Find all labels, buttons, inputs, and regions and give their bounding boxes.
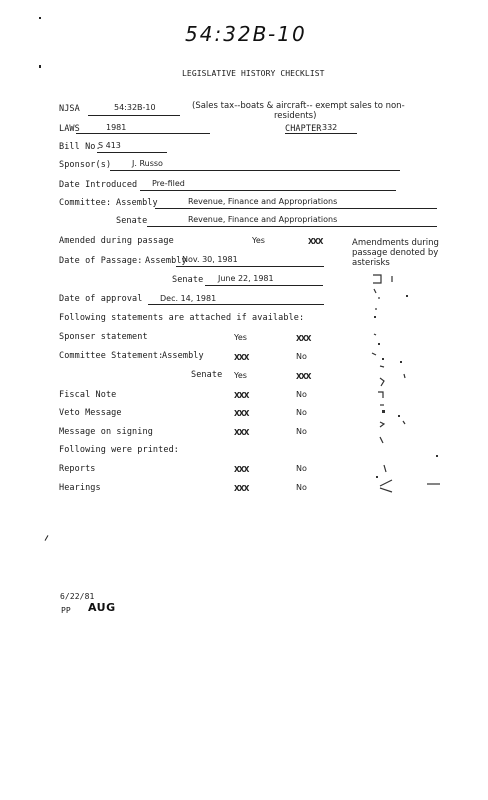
committee-statement-assembly-yes: XXX: [234, 353, 249, 362]
hearings-yes: XXX: [234, 484, 249, 493]
reports-no: No: [296, 464, 307, 473]
veto-message-yes: XXX: [234, 409, 249, 418]
committee-statement-label: Committee Statement:: [59, 351, 164, 361]
date-introduced-label: Date Introduced: [59, 180, 138, 190]
committee-label: Committee:: [59, 198, 112, 208]
amended-label: Amended during passage: [59, 236, 174, 246]
date-approval-value: Dec. 14, 1981: [160, 294, 217, 303]
njsa-description-cont: residents): [274, 111, 317, 121]
amendments-note-line2: passage denoted by: [352, 248, 439, 258]
chapter-label: CHAPTER: [285, 124, 322, 134]
njsa-value: 54:32B-10: [114, 103, 156, 112]
reports-label: Reports: [59, 464, 96, 474]
veto-message-no: No: [296, 408, 307, 417]
njsa-label: NJSA: [59, 104, 80, 114]
date-passage-assembly-value: Nov. 30, 1981: [182, 255, 238, 264]
committee-senate-value: Revenue, Finance and Appropriations: [188, 215, 338, 224]
following-printed-heading: Following were printed:: [59, 445, 180, 455]
following-attached-heading: Following statements are attached if available:: [59, 313, 305, 323]
page-title: LEGISLATIVE HISTORY CHECKLIST: [182, 69, 325, 78]
committee-statement-senate-no: XXX: [296, 372, 311, 381]
sponsor-value: J. Russo: [132, 159, 163, 168]
committee-assembly-label: Assembly: [116, 198, 158, 208]
reports-yes: XXX: [234, 465, 249, 474]
amended-yes: Yes: [252, 236, 265, 245]
date-passage-senate-label: Senate: [172, 275, 204, 285]
message-signing-label: Message on signing: [59, 427, 153, 437]
footer-date: 6/22/81: [60, 592, 95, 601]
hearings-label: Hearings: [59, 483, 101, 493]
committee-senate-label: Senate: [116, 216, 148, 226]
amendments-note: Amendments during: [352, 238, 439, 248]
laws-value: 1981: [106, 123, 127, 132]
date-passage-senate-value: June 22, 1981: [218, 274, 274, 283]
sponsor-statement-no: XXX: [296, 334, 311, 343]
committee-statement-assembly-no: No: [296, 352, 307, 361]
date-introduced-value: Pre-filed: [152, 179, 185, 188]
date-passage-label: Date of Passage:: [59, 256, 143, 266]
amendments-note-line3: asterisks: [352, 258, 390, 268]
fiscal-note-no: No: [296, 390, 307, 399]
fiscal-note-yes: XXX: [234, 391, 249, 400]
njsa-description: (Sales tax--boats & aircraft-- exempt sales to non-: [192, 101, 405, 111]
veto-message-label: Veto Message: [59, 408, 122, 418]
message-signing-yes: XXX: [234, 428, 249, 437]
hearings-no: No: [296, 483, 307, 492]
sponsor-statement-label: Sponser statement: [59, 332, 148, 342]
committee-statement-senate-yes: Yes: [234, 371, 247, 380]
committee-assembly-value: Revenue, Finance and Appropriations: [188, 197, 338, 206]
footer-initials: PP: [61, 606, 71, 615]
laws-label: LAWS: [59, 124, 80, 134]
committee-statement-senate-label: Senate: [191, 370, 223, 380]
chapter-value: 332: [322, 123, 338, 132]
bill-label: Bill No.: [59, 142, 101, 152]
date-passage-assembly-label: Assembly: [145, 256, 187, 266]
footer-handwritten-stamp: AUG: [88, 601, 116, 614]
date-approval-label: Date of approval: [59, 294, 143, 304]
fiscal-note-label: Fiscal Note: [59, 390, 117, 400]
bill-value: S 413: [98, 141, 121, 150]
sponsor-statement-yes: Yes: [234, 333, 247, 342]
amended-no: XXX: [308, 237, 323, 246]
handwritten-header: 54:32B-10: [185, 22, 307, 46]
message-signing-no: No: [296, 427, 307, 436]
committee-statement-assembly-label: Assembly: [162, 351, 204, 361]
sponsor-label: Sponsor(s): [59, 160, 112, 170]
